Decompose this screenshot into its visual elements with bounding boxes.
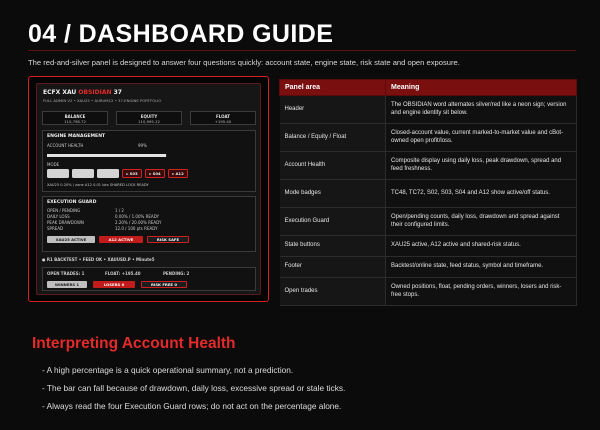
panel-footer: ● R1 BACKTEST • FEED OK • XAUUSD.P • Minute5 <box>42 257 155 262</box>
table-header-row <box>280 80 577 96</box>
table-row <box>280 257 577 278</box>
meaning-cell: Composite display using daily loss, peak drawdown, spread and feed freshness. <box>386 152 577 180</box>
mode-badge-s04[interactable]: ▸ S04 <box>145 169 165 178</box>
table-row <box>280 236 577 257</box>
engine-management-box <box>42 130 256 192</box>
panel-area-cell: Execution Guard <box>280 208 386 236</box>
meaning-cell: TC48, TC72, S02, S03, S04 and A12 show active/off status. <box>386 180 577 208</box>
xau25-active-button[interactable]: XAU25 ACTIVE <box>47 236 95 243</box>
panel-version: 37 <box>113 89 122 96</box>
balance-value: 110,798.72 <box>64 119 86 124</box>
meaning-cell: Backtest/online state, feed status, symbol and timeframe. <box>386 257 577 278</box>
panel-area-cell: State buttons <box>280 236 386 257</box>
dashboard-panel <box>36 83 261 295</box>
float-label: FLOAT <box>216 113 230 119</box>
column-header-meaning: Meaning <box>386 80 577 96</box>
float-value: +195.40 <box>214 119 232 124</box>
column-header-panel-area: Panel area <box>280 80 386 96</box>
pending-count: PENDING: 2 <box>163 271 190 276</box>
open-trades-count: OPEN TRADES: 1 <box>47 271 85 276</box>
table-row <box>280 180 577 208</box>
equity-value: 110,995.12 <box>138 119 160 124</box>
panel-area-cell: Open trades <box>280 278 386 306</box>
winners-button[interactable]: WINNERS 1 <box>47 281 87 288</box>
table-row <box>280 96 577 124</box>
page-title: 04 / DASHBOARD GUIDE <box>28 20 334 48</box>
account-health-fill <box>47 154 166 157</box>
meaning-cell: The OBSIDIAN word alternates silver/red like a neon sign; version and engine identity sit below. <box>386 96 577 124</box>
balance-card <box>42 111 108 125</box>
guard-row-value: 1 / 2 <box>115 208 124 213</box>
table-row <box>280 152 577 180</box>
table-row <box>280 124 577 152</box>
mode-badge-s02[interactable] <box>97 169 119 178</box>
panel-header <box>43 89 161 103</box>
open-trades-box <box>42 267 256 291</box>
equity-card <box>116 111 182 125</box>
table-row <box>280 208 577 236</box>
float-card <box>190 111 256 125</box>
panel-area-cell: Account Health <box>280 152 386 180</box>
guard-row-label: PEAK DRAWDOWN <box>47 220 84 225</box>
table-row <box>280 278 577 306</box>
mode-badge-a12[interactable]: ▸ A12 <box>168 169 188 178</box>
panel-area-cell: Header <box>280 96 386 124</box>
meaning-cell: Closed-account value, current marked-to-market value and cBot-owned open profit/loss. <box>386 124 577 152</box>
panel-name: ECFX XAU <box>43 89 77 96</box>
section-title: Interpreting Account Health <box>32 335 236 352</box>
losers-button[interactable]: LOSERS 0 <box>93 281 135 288</box>
panel-guide-table <box>279 79 577 306</box>
guard-row-label: OPEN / PENDING <box>47 208 81 213</box>
account-health-bar <box>47 154 167 157</box>
guard-row-value: 0.00% / 1.00% READY <box>115 214 159 219</box>
mode-label: MODE <box>47 162 60 167</box>
guard-row-value: 12.0 / 100 pts READY <box>115 226 158 231</box>
list-item: - The bar can fall because of drawdown, daily loss, excessive spread or stale ticks. <box>42 380 345 398</box>
health-bullet-list <box>42 362 345 415</box>
title-divider <box>28 50 576 51</box>
execution-guard-box <box>42 196 256 252</box>
mode-badge-tc48[interactable] <box>47 169 69 178</box>
meaning-cell: Open/pending counts, daily loss, drawdown and spread against their configured limits. <box>386 208 577 236</box>
panel-identity: FULL ADMIN V2 • XAU25 • AURUM12 • 37-ENGINE PORTFOLIO <box>43 98 162 103</box>
meaning-cell: Owned positions, float, pending orders, winners, losers and risk-free stops. <box>386 278 577 306</box>
guard-row-label: SPREAD <box>47 226 64 231</box>
account-health-label: ACCOUNT HEALTH <box>47 143 84 148</box>
mode-badge-s03[interactable]: ▸ S03 <box>122 169 142 178</box>
engine-status-line: XAU25 0.20% / zone A12 0.01 lots SHARED LOCK READY <box>47 183 149 187</box>
mode-badge-tc72[interactable] <box>72 169 94 178</box>
balance-label: BALANCE <box>64 113 86 119</box>
execution-guard-title: EXECUTION GUARD <box>47 200 97 205</box>
equity-label: EQUITY <box>140 113 158 119</box>
guard-row-label: DAILY LOSS <box>47 214 70 219</box>
page-subtitle: The red-and-silver panel is designed to answer four questions quickly: account state, engine state, risk state and open exposure. <box>28 58 460 67</box>
account-health-value: 99% <box>138 143 147 148</box>
risk-free-button[interactable]: RISK FREE 0 <box>141 281 187 288</box>
guard-row-value: 2.20% / 20.00% READY <box>115 220 162 225</box>
list-item: - A high percentage is a quick operational summary, not a prediction. <box>42 362 345 380</box>
panel-area-cell: Mode badges <box>280 180 386 208</box>
a12-active-button[interactable]: A12 ACTIVE <box>99 236 143 243</box>
panel-area-cell: Balance / Equity / Float <box>280 124 386 152</box>
panel-name-accent: OBSIDIAN <box>78 89 112 96</box>
list-item: - Always read the four Execution Guard rows; do not act on the percentage alone. <box>42 398 345 416</box>
engine-management-title: ENGINE MANAGEMENT <box>47 134 106 139</box>
risk-safe-button[interactable]: RISK SAFE <box>147 236 189 243</box>
meaning-cell: XAU25 active, A12 active and shared-risk status. <box>386 236 577 257</box>
open-trades-float: FLOAT: +195.40 <box>105 271 141 276</box>
panel-area-cell: Footer <box>280 257 386 278</box>
